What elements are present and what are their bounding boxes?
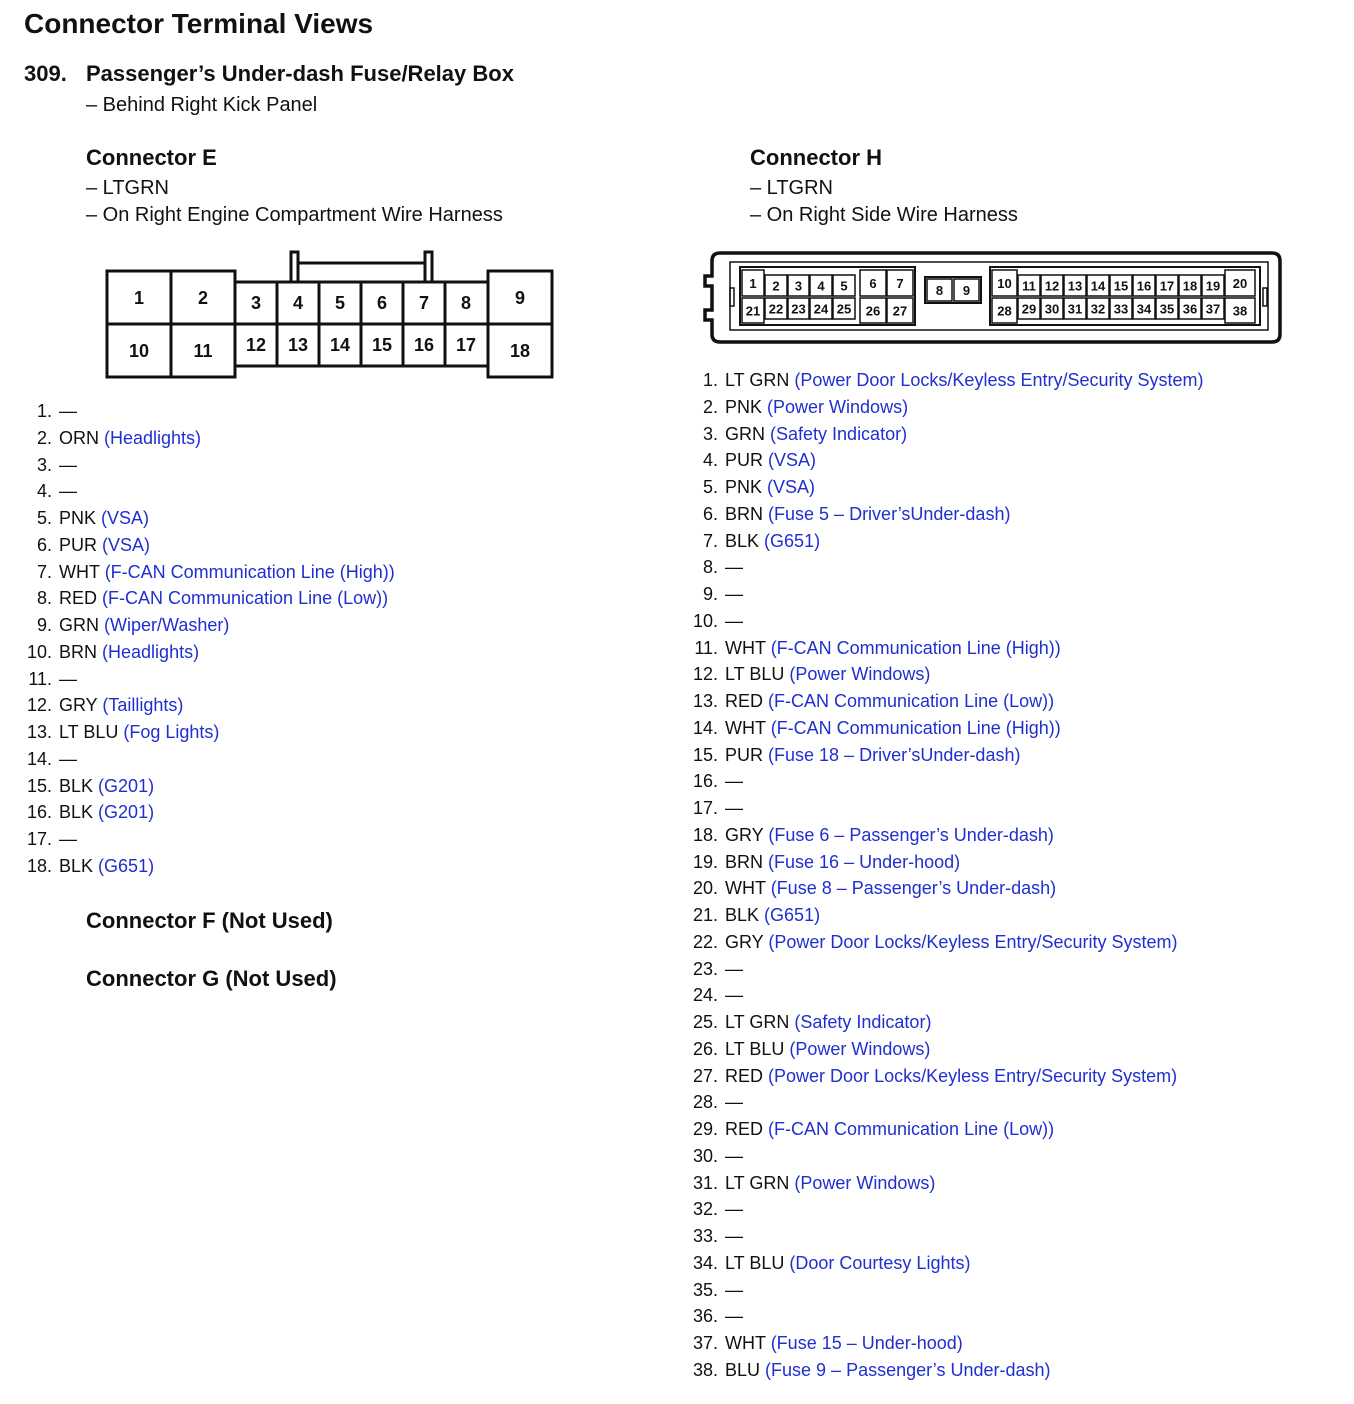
pin-number: 8. bbox=[702, 557, 718, 578]
terminal-label: 7 bbox=[418, 293, 430, 313]
terminal-label: 32 bbox=[1090, 301, 1106, 317]
wire-color: BRN bbox=[59, 641, 98, 662]
terminal-label: 25 bbox=[836, 301, 852, 317]
wire-color: LT GRN bbox=[725, 1012, 790, 1032]
connector-e-location: – On Right Engine Compartment Wire Harness bbox=[86, 204, 503, 226]
terminal-label: 2 bbox=[772, 278, 780, 294]
wire-color: RED bbox=[59, 588, 98, 609]
circuit-name: (Fog Lights) bbox=[123, 722, 220, 742]
terminal-label: 36 bbox=[1182, 301, 1198, 317]
circuit-name: (G201) bbox=[98, 802, 155, 823]
pin-entry bbox=[24, 612, 395, 639]
circuit-name: (Power Windows) bbox=[789, 1038, 931, 1059]
pin-entry bbox=[690, 1170, 1204, 1197]
pin-number: 30. bbox=[692, 1145, 718, 1166]
wire-color: — bbox=[725, 1199, 743, 1220]
circuit-name: (VSA) bbox=[768, 450, 817, 471]
wire-color: LT BLU bbox=[725, 1038, 785, 1059]
pin-number: 17. bbox=[26, 829, 52, 849]
pin-number: 13. bbox=[26, 722, 52, 742]
circuit-name: (Fuse 8 – Passenger’s Under-dash) bbox=[770, 878, 1057, 899]
terminal-label: 17 bbox=[1159, 278, 1175, 294]
terminal-label: 1 bbox=[133, 288, 145, 308]
wire-color: — bbox=[725, 557, 743, 578]
circuit-name: (G651) bbox=[98, 855, 155, 876]
pin-number: 16. bbox=[26, 802, 52, 823]
terminal-label: 28 bbox=[997, 303, 1012, 319]
terminal-label: 2 bbox=[197, 288, 209, 308]
pin-entry bbox=[24, 666, 395, 693]
terminal-label: 15 bbox=[1113, 278, 1129, 294]
pin-number: 7. bbox=[36, 561, 52, 582]
pin-number: 14. bbox=[26, 748, 52, 769]
connector-g-title: Connector G (Not Used) bbox=[86, 966, 337, 991]
circuit-name: (Fuse 6 – Passenger’s Under-dash) bbox=[768, 824, 1054, 845]
pin-entry bbox=[24, 532, 395, 559]
connector-f-title: Connector F (Not Used) bbox=[86, 908, 333, 933]
pin-number: 20. bbox=[692, 878, 718, 899]
wire-color: BLK bbox=[725, 530, 760, 551]
terminal-label: 7 bbox=[896, 276, 904, 291]
terminal-label: 3 bbox=[250, 293, 262, 313]
circuit-name: (Fuse 15 – Under-hood) bbox=[770, 1333, 963, 1353]
wire-color: — bbox=[59, 481, 77, 502]
terminal-label: 30 bbox=[1044, 301, 1060, 317]
pin-number: 28. bbox=[692, 1092, 718, 1113]
wire-color: — bbox=[725, 1306, 743, 1327]
pin-number: 11. bbox=[694, 637, 718, 658]
pin-entry bbox=[690, 447, 1204, 474]
pin-entry bbox=[24, 719, 395, 746]
pin-number: 6. bbox=[702, 503, 718, 524]
wire-color: — bbox=[725, 610, 743, 631]
wire-color: PUR bbox=[725, 450, 764, 471]
pin-entry bbox=[690, 1357, 1204, 1384]
circuit-name: (F-CAN Communication Line (High)) bbox=[770, 717, 1061, 738]
pin-entry bbox=[24, 425, 395, 452]
wire-color: LT BLU bbox=[725, 1252, 785, 1273]
pin-number: 22. bbox=[692, 931, 718, 952]
circuit-name: (Power Windows) bbox=[767, 396, 909, 417]
circuit-name: (Power Door Locks/Keyless Entry/Security System) bbox=[794, 370, 1204, 390]
terminal-label: 3 bbox=[794, 278, 803, 294]
terminal-label: 17 bbox=[455, 335, 477, 355]
pin-entry bbox=[690, 421, 1204, 448]
pin-number: 35. bbox=[692, 1279, 718, 1300]
wire-color: LT BLU bbox=[59, 722, 119, 742]
pin-number: 11. bbox=[28, 668, 52, 689]
pin-number: 29. bbox=[692, 1119, 718, 1139]
pin-number: 24. bbox=[692, 985, 718, 1006]
terminal-label: 6 bbox=[869, 276, 877, 291]
circuit-name: (Fuse 18 – Driver’sUnder-dash) bbox=[768, 744, 1021, 765]
terminal-label: 13 bbox=[287, 335, 309, 355]
terminal-label: 14 bbox=[1090, 278, 1106, 294]
wire-color: — bbox=[725, 1092, 743, 1113]
pin-number: 3. bbox=[702, 423, 718, 444]
pin-number: 33. bbox=[692, 1226, 718, 1246]
terminal-label: 13 bbox=[1067, 278, 1083, 294]
wire-color: — bbox=[725, 1279, 743, 1300]
circuit-name: (Door Courtesy Lights) bbox=[789, 1252, 971, 1273]
wire-color: RED bbox=[725, 1119, 764, 1139]
terminal-label: 11 bbox=[193, 341, 213, 361]
wire-color: BRN bbox=[725, 503, 764, 524]
pin-number: 10. bbox=[26, 641, 52, 662]
terminal-label: 26 bbox=[865, 303, 881, 319]
pin-entry bbox=[24, 746, 395, 773]
pin-entry bbox=[24, 585, 395, 612]
pin-entry bbox=[690, 902, 1204, 929]
connector-h-color: – LTGRN bbox=[750, 177, 833, 199]
circuit-name: (G201) bbox=[98, 775, 155, 796]
pin-entry bbox=[24, 826, 395, 853]
terminal-label: 33 bbox=[1113, 301, 1129, 317]
circuit-name: (Safety Indicator) bbox=[794, 1012, 932, 1032]
pin-number: 37. bbox=[692, 1333, 718, 1353]
pin-entry bbox=[690, 1143, 1204, 1170]
pin-number: 17. bbox=[692, 798, 718, 818]
terminal-label: 18 bbox=[509, 341, 531, 361]
pin-entry bbox=[690, 1303, 1204, 1330]
connector-h-diagram bbox=[700, 248, 1290, 348]
wire-color: PNK bbox=[725, 396, 763, 417]
pin-number: 25. bbox=[692, 1012, 718, 1032]
pin-entry bbox=[690, 929, 1204, 956]
pin-number: 32. bbox=[692, 1199, 718, 1220]
pin-number: 6. bbox=[36, 534, 52, 555]
pin-number: 7. bbox=[702, 530, 718, 551]
circuit-name: (Fuse 5 – Driver’sUnder-dash) bbox=[768, 503, 1011, 524]
wire-color: GRY bbox=[725, 824, 764, 845]
wire-color: — bbox=[725, 985, 743, 1006]
wire-color: — bbox=[725, 771, 743, 792]
pin-number: 34. bbox=[692, 1252, 718, 1273]
pin-number: 4. bbox=[36, 481, 52, 502]
pin-number: 13. bbox=[692, 691, 718, 711]
terminal-label: 20 bbox=[1232, 276, 1248, 291]
wire-color: — bbox=[59, 829, 77, 849]
wire-color: GRY bbox=[59, 695, 98, 716]
terminal-label: 24 bbox=[813, 301, 829, 317]
wire-color: PUR bbox=[725, 744, 764, 765]
wire-color: LT GRN bbox=[725, 370, 790, 390]
terminal-label: 5 bbox=[840, 278, 848, 294]
pin-number: 1. bbox=[702, 370, 718, 390]
pin-entry bbox=[690, 822, 1204, 849]
circuit-name: (Fuse 16 – Under-hood) bbox=[768, 851, 961, 872]
section-title: Passenger’s Under-dash Fuse/Relay Box bbox=[86, 61, 514, 86]
wire-color: BRN bbox=[725, 851, 764, 872]
wire-color: GRN bbox=[725, 423, 765, 444]
pin-entry bbox=[690, 1009, 1204, 1036]
terminal-label: 8 bbox=[460, 293, 472, 313]
connector-e-title: Connector E bbox=[86, 145, 217, 170]
pin-entry bbox=[24, 799, 395, 826]
connector-e-pin-list bbox=[24, 398, 395, 880]
pin-entry bbox=[690, 849, 1204, 876]
terminal-label: 31 bbox=[1067, 301, 1083, 317]
wire-color: LT BLU bbox=[725, 664, 785, 685]
pin-entry bbox=[690, 1036, 1204, 1063]
wire-color: RED bbox=[725, 1065, 764, 1086]
pin-entry bbox=[24, 692, 395, 719]
wire-color: — bbox=[59, 748, 77, 769]
terminal-label: 21 bbox=[745, 303, 761, 319]
pin-entry bbox=[690, 1196, 1204, 1223]
circuit-name: (Headlights) bbox=[102, 641, 200, 662]
circuit-name: (G651) bbox=[764, 905, 821, 925]
wire-color: — bbox=[59, 454, 77, 475]
pin-number: 5. bbox=[702, 477, 718, 497]
pin-entry bbox=[690, 742, 1204, 769]
wire-color: WHT bbox=[725, 717, 766, 738]
pin-entry bbox=[24, 398, 395, 425]
wire-color: WHT bbox=[725, 878, 766, 899]
circuit-name: (VSA) bbox=[101, 508, 150, 528]
circuit-name: (F-CAN Communication Line (High)) bbox=[770, 637, 1061, 658]
pin-number: 1. bbox=[36, 401, 52, 421]
wire-color: RED bbox=[725, 691, 764, 711]
terminal-label: 23 bbox=[791, 301, 806, 317]
connector-h-pin-list bbox=[690, 367, 1204, 1384]
pin-number: 3. bbox=[36, 454, 52, 475]
wire-color: — bbox=[725, 798, 743, 818]
pin-number: 8. bbox=[36, 588, 52, 609]
wire-color: LT GRN bbox=[725, 1172, 790, 1193]
pin-number: 23. bbox=[692, 958, 718, 979]
circuit-name: (Headlights) bbox=[104, 427, 202, 448]
pin-number: 21. bbox=[692, 905, 718, 925]
connector-h-location: – On Right Side Wire Harness bbox=[750, 204, 1018, 226]
circuit-name: (F-CAN Communication Line (Low)) bbox=[768, 1119, 1055, 1139]
wire-color: — bbox=[725, 1226, 743, 1246]
circuit-name: (G651) bbox=[764, 530, 821, 551]
pin-number: 12. bbox=[26, 695, 52, 716]
pin-entry bbox=[690, 982, 1204, 1009]
wire-color: PNK bbox=[59, 508, 97, 528]
terminal-label: 35 bbox=[1159, 301, 1175, 317]
connector-e-color: – LTGRN bbox=[86, 177, 169, 199]
circuit-name: (Power Door Locks/Keyless Entry/Security System) bbox=[768, 931, 1178, 952]
pin-number: 18. bbox=[26, 855, 52, 876]
wire-color: — bbox=[725, 584, 743, 604]
pin-entry bbox=[690, 1277, 1204, 1304]
pin-entry bbox=[690, 394, 1204, 421]
terminal-label: 38 bbox=[1232, 303, 1248, 319]
wire-color: — bbox=[59, 401, 77, 421]
terminal-label: 16 bbox=[413, 335, 435, 355]
terminal-label: 5 bbox=[334, 293, 346, 313]
pin-number: 9. bbox=[702, 584, 718, 604]
circuit-name: (VSA) bbox=[767, 477, 816, 497]
terminal-label: 19 bbox=[1205, 278, 1221, 294]
terminal-label: 4 bbox=[292, 293, 304, 313]
circuit-name: (Safety Indicator) bbox=[770, 423, 908, 444]
terminal-label: 37 bbox=[1205, 301, 1221, 317]
page-title: Connector Terminal Views bbox=[24, 8, 374, 39]
pin-entry bbox=[690, 1330, 1204, 1357]
wire-color: PUR bbox=[59, 534, 98, 555]
pin-number: 2. bbox=[702, 396, 718, 417]
pin-number: 31. bbox=[692, 1172, 718, 1193]
wire-color: BLK bbox=[59, 802, 94, 823]
pin-entry bbox=[690, 1116, 1204, 1143]
terminal-label: 8 bbox=[935, 283, 944, 298]
connector-e-diagram bbox=[100, 245, 560, 385]
pin-entry bbox=[690, 367, 1204, 394]
pin-number: 5. bbox=[36, 508, 52, 528]
circuit-name: (Taillights) bbox=[102, 695, 184, 716]
pin-number: 15. bbox=[692, 744, 718, 765]
terminal-label: 15 bbox=[371, 335, 393, 355]
terminal-label: 6 bbox=[376, 293, 388, 313]
wire-color: BLK bbox=[59, 775, 94, 796]
terminal-label: 18 bbox=[1182, 278, 1198, 294]
pin-number: 16. bbox=[692, 771, 718, 792]
wire-color: WHT bbox=[725, 1333, 766, 1353]
pin-number: 2. bbox=[36, 427, 52, 448]
pin-entry bbox=[690, 554, 1204, 581]
pin-number: 36. bbox=[692, 1306, 718, 1327]
pin-entry bbox=[690, 688, 1204, 715]
pin-number: 38. bbox=[692, 1359, 718, 1380]
pin-entry bbox=[690, 1089, 1204, 1116]
pin-entry bbox=[690, 661, 1204, 688]
pin-number: 27. bbox=[692, 1065, 718, 1086]
pin-number: 26. bbox=[692, 1038, 718, 1059]
pin-number: 12. bbox=[692, 664, 718, 685]
pin-entry bbox=[24, 505, 395, 532]
terminal-label: 27 bbox=[892, 303, 908, 319]
wire-color: — bbox=[725, 1145, 743, 1166]
terminal-label: 9 bbox=[962, 283, 971, 298]
circuit-name: (F-CAN Communication Line (High)) bbox=[104, 561, 395, 582]
section-number: 309. bbox=[24, 61, 67, 86]
pin-entry bbox=[24, 639, 395, 666]
circuit-name: (VSA) bbox=[102, 534, 151, 555]
pin-entry bbox=[690, 1250, 1204, 1277]
pin-number: 18. bbox=[692, 824, 718, 845]
pin-entry bbox=[690, 501, 1204, 528]
pin-entry bbox=[24, 452, 395, 479]
pin-entry bbox=[690, 1223, 1204, 1250]
terminal-label: 12 bbox=[1044, 278, 1060, 294]
circuit-name: (Fuse 9 – Passenger’s Under-dash) bbox=[765, 1359, 1051, 1380]
pin-entry bbox=[24, 559, 395, 586]
pin-number: 4. bbox=[702, 450, 718, 471]
pin-entry bbox=[24, 478, 395, 505]
terminal-label: 16 bbox=[1136, 278, 1152, 294]
circuit-name: (Power Door Locks/Keyless Entry/Security System) bbox=[768, 1065, 1178, 1086]
pin-entry bbox=[690, 1063, 1204, 1090]
pin-entry bbox=[24, 773, 395, 800]
pin-number: 15. bbox=[26, 775, 52, 796]
terminal-label: 10 bbox=[997, 276, 1012, 291]
terminal-label: 9 bbox=[514, 288, 526, 308]
terminal-label: 11 bbox=[1022, 278, 1036, 294]
pin-entry bbox=[690, 715, 1204, 742]
circuit-name: (Power Windows) bbox=[789, 664, 931, 685]
terminal-label: 4 bbox=[817, 278, 825, 294]
terminal-label: 12 bbox=[245, 335, 267, 355]
pin-entry bbox=[690, 768, 1204, 795]
pin-entry bbox=[690, 608, 1204, 635]
pin-entry bbox=[690, 956, 1204, 983]
section-location: – Behind Right Kick Panel bbox=[86, 94, 318, 116]
wire-color: GRN bbox=[59, 615, 99, 635]
terminal-label: 34 bbox=[1136, 301, 1152, 317]
circuit-name: (F-CAN Communication Line (Low)) bbox=[768, 691, 1055, 711]
wire-color: BLK bbox=[725, 905, 760, 925]
circuit-name: (Power Windows) bbox=[794, 1172, 936, 1193]
pin-entry bbox=[690, 581, 1204, 608]
terminal-label: 1 bbox=[749, 276, 757, 291]
wire-color: — bbox=[725, 958, 743, 979]
pin-number: 14. bbox=[692, 717, 718, 738]
circuit-name: (Wiper/Washer) bbox=[104, 615, 230, 635]
pin-entry bbox=[690, 474, 1204, 501]
wire-color: WHT bbox=[59, 561, 100, 582]
pin-number: 9. bbox=[36, 615, 52, 635]
pin-entry bbox=[690, 528, 1204, 555]
pin-number: 19. bbox=[692, 851, 718, 872]
pin-entry bbox=[24, 853, 395, 880]
connector-h-title: Connector H bbox=[750, 145, 882, 170]
terminal-label: 29 bbox=[1021, 301, 1037, 317]
pin-entry bbox=[690, 875, 1204, 902]
wire-color: WHT bbox=[725, 637, 766, 658]
wire-color: — bbox=[59, 668, 77, 689]
wire-color: PNK bbox=[725, 477, 763, 497]
pin-entry bbox=[690, 635, 1204, 662]
terminal-label: 10 bbox=[128, 341, 150, 361]
pin-entry bbox=[690, 795, 1204, 822]
wire-color: ORN bbox=[59, 427, 99, 448]
terminal-label: 14 bbox=[329, 335, 351, 355]
circuit-name: (F-CAN Communication Line (Low)) bbox=[102, 588, 389, 609]
wire-color: BLK bbox=[59, 855, 94, 876]
pin-number: 10. bbox=[692, 610, 718, 631]
wire-color: GRY bbox=[725, 931, 764, 952]
wire-color: BLU bbox=[725, 1359, 761, 1380]
terminal-label: 22 bbox=[768, 301, 784, 317]
